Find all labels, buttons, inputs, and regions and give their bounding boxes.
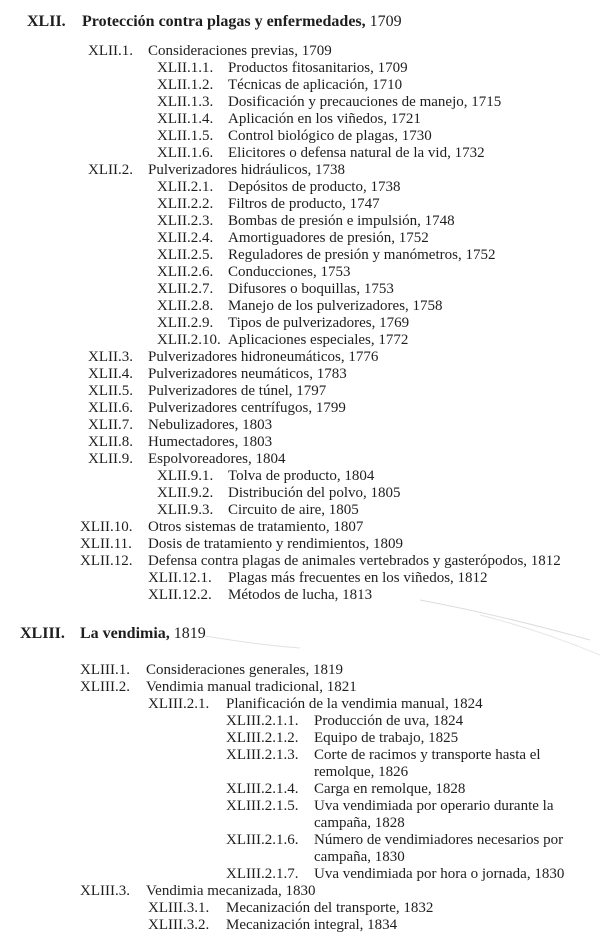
chapter-heading xyxy=(0,625,600,642)
toc-entry xyxy=(0,883,600,900)
entry-number: XLII.1. xyxy=(88,43,133,59)
chapter-title-line xyxy=(82,13,402,30)
toc-entry xyxy=(0,315,600,332)
entry-number: XLII.1.4. xyxy=(157,111,214,127)
toc-entry xyxy=(0,111,600,128)
entry-title: Tipos de pulverizadores, 1769 xyxy=(228,315,410,331)
entry-number: XLIII.2.1.1. xyxy=(226,713,299,729)
entry-number: XLII.2.10. xyxy=(157,332,221,348)
entry-title: Espolvoreadores, 1804 xyxy=(148,451,286,467)
toc-entry xyxy=(0,434,600,451)
toc-entry xyxy=(0,400,600,417)
toc-entry xyxy=(0,679,600,696)
entry-number: XLII.1.1. xyxy=(157,60,214,76)
toc-entry xyxy=(0,713,600,730)
toc-entry-list xyxy=(0,662,600,934)
toc-entry xyxy=(0,128,600,145)
entry-title: Humectadores, 1803 xyxy=(148,434,273,450)
entry-number: XLII.9.3. xyxy=(157,502,214,518)
entry-number: XLII.12.2. xyxy=(148,587,212,603)
toc-entry xyxy=(0,60,600,77)
entry-title: Mecanización integral, 1834 xyxy=(226,917,398,933)
toc-entry xyxy=(0,298,600,315)
entry-number: XLIII.2.1.3. xyxy=(226,747,299,763)
toc-entry xyxy=(0,570,600,587)
entry-number: XLII.2.7. xyxy=(157,281,214,297)
entry-number: XLII.2. xyxy=(88,162,133,178)
entry-number: XLII.1.2. xyxy=(157,77,214,93)
entry-title: Consideraciones generales, 1819 xyxy=(146,662,344,678)
entry-number: XLII.9. xyxy=(88,451,133,467)
entry-title: Conducciones, 1753 xyxy=(228,264,351,280)
entry-title: Uva vendimiada por hora o jornada, 1830 xyxy=(314,866,565,882)
entry-title: Corte de racimos y transporte hasta el remolque, 1826 xyxy=(314,747,541,780)
entry-number: XLIII.2. xyxy=(80,679,130,695)
entry-number: XLII.2.8. xyxy=(157,298,214,314)
toc-entry xyxy=(0,485,600,502)
entry-title: Aplicación en los viñedos, 1721 xyxy=(228,111,421,127)
entry-title: Dosificación y precauciones de manejo, 1715 xyxy=(228,94,502,110)
toc-entry xyxy=(0,730,600,747)
entry-title: Vendimia manual tradicional, 1821 xyxy=(146,679,357,695)
toc-chapter xyxy=(0,13,600,604)
entry-number: XLII.3. xyxy=(88,349,133,365)
toc-entry xyxy=(0,553,600,570)
entry-number: XLII.1.5. xyxy=(157,128,214,144)
toc-entry xyxy=(0,917,600,934)
entry-number: XLII.2.6. xyxy=(157,264,214,280)
entry-title: Pulverizadores de túnel, 1797 xyxy=(148,383,327,399)
entry-title: Defensa contra plagas de animales vertebrados y gasterópodos, 1812 xyxy=(148,553,561,569)
entry-number: XLIII.2.1.6. xyxy=(226,832,299,848)
entry-title: Pulverizadores hidroneumáticos, 1776 xyxy=(148,349,379,365)
entry-number: XLIII.3. xyxy=(80,883,130,899)
toc-entry xyxy=(0,196,600,213)
entry-title: Equipo de trabajo, 1825 xyxy=(314,730,459,746)
chapter-page: 1709 xyxy=(365,13,402,30)
entry-title: Amortiguadores de presión, 1752 xyxy=(228,230,429,246)
entry-title: Difusores o boquillas, 1753 xyxy=(228,281,394,297)
toc-entry-list xyxy=(0,43,600,604)
toc-entry xyxy=(0,264,600,281)
entry-number: XLII.1.3. xyxy=(157,94,214,110)
entry-title: Pulverizadores neumáticos, 1783 xyxy=(148,366,347,382)
entry-title: Aplicaciones especiales, 1772 xyxy=(228,332,409,348)
toc-chapter xyxy=(0,625,600,934)
entry-title: Carga en remolque, 1828 xyxy=(314,781,466,797)
chapter-heading xyxy=(0,13,600,30)
entry-title: Elicitores o defensa natural de la vid, 1732 xyxy=(228,145,485,161)
entry-number: XLII.12. xyxy=(80,553,133,569)
entry-title: Tolva de producto, 1804 xyxy=(228,468,375,484)
toc-entry xyxy=(0,536,600,553)
entry-title: Uva vendimiada por operario durante la campaña, 1828 xyxy=(314,798,554,831)
toc-entry xyxy=(0,230,600,247)
toc-entry xyxy=(0,696,600,713)
toc-entry xyxy=(0,866,600,883)
entry-title: Nebulizadores, 1803 xyxy=(148,417,273,433)
entry-number: XLIII.2.1.7. xyxy=(226,866,299,882)
toc-entry xyxy=(0,332,600,349)
entry-title: Reguladores de presión y manómetros, 1752 xyxy=(228,247,496,263)
toc-entry xyxy=(0,366,600,383)
toc-entry xyxy=(0,832,600,866)
entry-title: Plagas más frecuentes en los viñedos, 1812 xyxy=(228,570,488,586)
toc-entry xyxy=(0,781,600,798)
entry-number: XLII.7. xyxy=(88,417,133,433)
entry-number: XLII.10. xyxy=(80,519,133,535)
entry-number: XLII.9.1. xyxy=(157,468,214,484)
entry-title: Producción de uva, 1824 xyxy=(314,713,464,729)
entry-title: Pulverizadores hidráulicos, 1738 xyxy=(148,162,346,178)
toc-entry xyxy=(0,451,600,468)
entry-title: Número de vendimiadores necesarios por campaña, 1830 xyxy=(314,832,564,865)
chapter-title-line xyxy=(80,625,206,642)
entry-number: XLII.2.5. xyxy=(157,247,214,263)
entry-number: XLIII.2.1.4. xyxy=(226,781,299,797)
entry-number: XLII.9.2. xyxy=(157,485,214,501)
entry-number: XLIII.2.1.5. xyxy=(226,798,299,814)
entry-title: Filtros de producto, 1747 xyxy=(228,196,380,212)
toc-entry xyxy=(0,900,600,917)
toc-entry xyxy=(0,43,600,60)
entry-title: Manejo de los pulverizadores, 1758 xyxy=(228,298,443,314)
entry-title: Mecanización del transporte, 1832 xyxy=(226,900,434,916)
toc-entry xyxy=(0,213,600,230)
entry-title: Control biológico de plagas, 1730 xyxy=(228,128,432,144)
entry-number: XLII.2.3. xyxy=(157,213,214,229)
entry-number: XLIII.3.1. xyxy=(148,900,210,916)
entry-number: XLII.5. xyxy=(88,383,133,399)
entry-title: Circuito de aire, 1805 xyxy=(228,502,359,518)
entry-number: XLIII.2.1. xyxy=(148,696,210,712)
entry-number: XLIII.2.1.2. xyxy=(226,730,299,746)
toc-entry xyxy=(0,162,600,179)
entry-number: XLII.11. xyxy=(80,536,132,552)
entry-title: Dosis de tratamiento y rendimientos, 1809 xyxy=(148,536,403,552)
toc-entry xyxy=(0,798,600,832)
toc-entry xyxy=(0,662,600,679)
toc-entry xyxy=(0,417,600,434)
chapter-number: XLIII. xyxy=(20,625,65,642)
toc-entry xyxy=(0,349,600,366)
toc-entry xyxy=(0,383,600,400)
entry-title: Vendimia mecanizada, 1830 xyxy=(146,883,316,899)
entry-title: Métodos de lucha, 1813 xyxy=(228,587,373,603)
entry-title: Productos fitosanitarios, 1709 xyxy=(228,60,408,76)
toc-entry xyxy=(0,502,600,519)
toc-entry xyxy=(0,145,600,162)
chapter-title: La vendimia, xyxy=(80,625,170,642)
toc-entry xyxy=(0,179,600,196)
entry-number: XLII.6. xyxy=(88,400,133,416)
chapter-page: 1819 xyxy=(169,625,206,642)
toc-entry xyxy=(0,747,600,781)
toc-entry xyxy=(0,247,600,264)
entry-title: Otros sistemas de tratamiento, 1807 xyxy=(148,519,364,535)
entry-number: XLII.2.1. xyxy=(157,179,214,195)
entry-number: XLII.1.6. xyxy=(157,145,214,161)
entry-number: XLII.2.2. xyxy=(157,196,214,212)
entry-title: Distribución del polvo, 1805 xyxy=(228,485,401,501)
entry-title: Técnicas de aplicación, 1710 xyxy=(228,77,403,93)
entry-number: XLIII.3.2. xyxy=(148,917,210,933)
entry-title: Depósitos de producto, 1738 xyxy=(228,179,401,195)
toc-entry xyxy=(0,77,600,94)
toc-entry xyxy=(0,519,600,536)
entry-number: XLIII.1. xyxy=(80,662,130,678)
toc-entry xyxy=(0,587,600,604)
entry-title: Pulverizadores centrífugos, 1799 xyxy=(148,400,346,416)
entry-title: Planificación de la vendimia manual, 1824 xyxy=(226,696,483,712)
toc-entry xyxy=(0,468,600,485)
entry-number: XLII.2.4. xyxy=(157,230,214,246)
entry-number: XLII.2.9. xyxy=(157,315,214,331)
entry-title: Consideraciones previas, 1709 xyxy=(148,43,332,59)
chapter-title: Protección contra plagas y enfermedades, xyxy=(82,13,366,30)
chapter-number: XLII. xyxy=(27,13,66,30)
entry-number: XLII.8. xyxy=(88,434,133,450)
toc-entry xyxy=(0,94,600,111)
entry-title: Bombas de presión e impulsión, 1748 xyxy=(228,213,455,229)
entry-number: XLII.12.1. xyxy=(148,570,212,586)
entry-number: XLII.4. xyxy=(88,366,133,382)
toc-entry xyxy=(0,281,600,298)
